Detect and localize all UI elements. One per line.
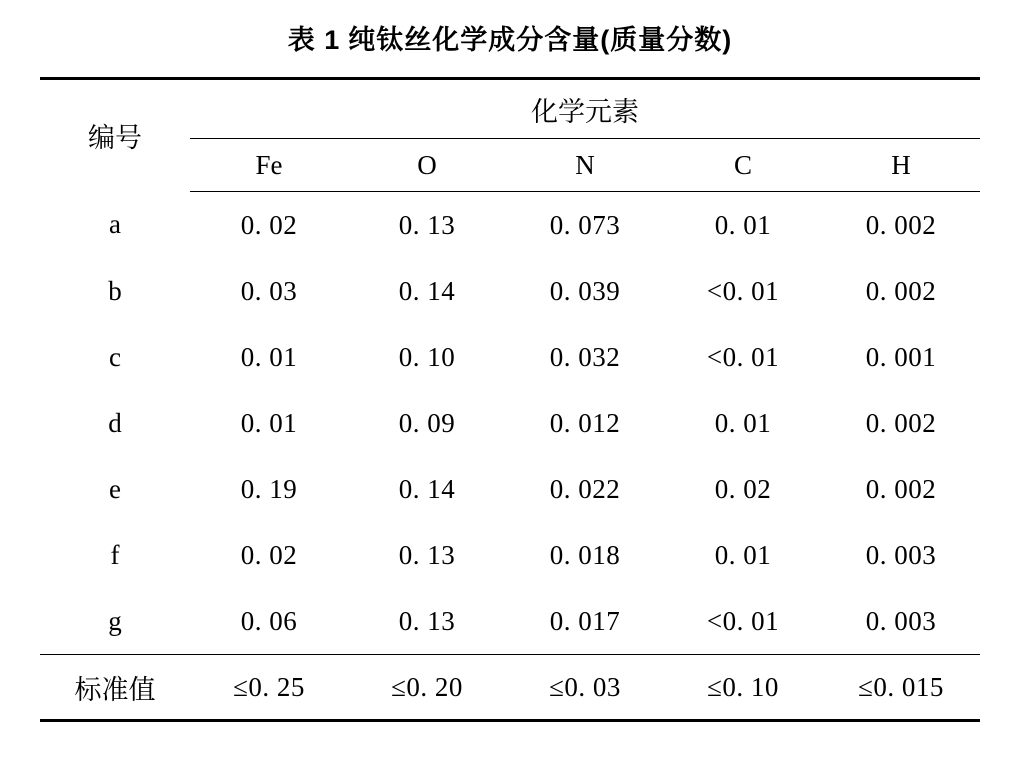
cell-fe: 0. 01 <box>240 407 298 438</box>
row-id: b <box>108 275 122 306</box>
cell-fe: 0. 06 <box>240 605 298 636</box>
cell-o: 0. 13 <box>398 605 456 636</box>
header-id: 编号 <box>40 79 190 192</box>
cell-h: 0. 002 <box>865 473 937 504</box>
cell-n: 0. 032 <box>549 341 621 372</box>
cell-h: 0. 003 <box>865 605 937 636</box>
cell-fe: 0. 19 <box>240 473 298 504</box>
cell-fe: 0. 03 <box>240 275 298 306</box>
cell-fe: 0. 01 <box>240 341 298 372</box>
cell-c: 0. 01 <box>714 407 772 438</box>
table-caption <box>0 18 1020 57</box>
header-element-h: H <box>822 139 980 192</box>
cell-n: 0. 022 <box>549 473 621 504</box>
standard-o: ≤0. 20 <box>348 655 506 721</box>
cell-n: 0. 039 <box>549 275 621 306</box>
header-element-c: C <box>664 139 822 192</box>
caption-text: 纯钛丝化学成分含量(质量分数) <box>348 25 733 55</box>
cell-o: 0. 13 <box>398 539 456 570</box>
row-id: g <box>108 605 122 636</box>
cell-o: 0. 10 <box>398 341 456 372</box>
caption-number: 表 1 <box>287 25 341 55</box>
header-element-n: N <box>506 139 664 192</box>
cell-h: 0. 002 <box>865 275 937 306</box>
table-header-row-group <box>40 79 980 139</box>
table-row <box>40 390 980 456</box>
table-row <box>40 588 980 655</box>
cell-n: 0. 073 <box>549 209 621 240</box>
cell-o: 0. 14 <box>398 473 456 504</box>
standard-label: 标准值 <box>40 655 190 721</box>
header-element-o: O <box>348 139 506 192</box>
standard-h: ≤0. 015 <box>822 655 980 721</box>
cell-o: 0. 09 <box>398 407 456 438</box>
cell-h: 0. 003 <box>865 539 937 570</box>
cell-h: 0. 002 <box>865 407 937 438</box>
cell-o: 0. 14 <box>398 275 456 306</box>
row-id: d <box>108 407 122 438</box>
table-row-standard-value <box>40 655 980 721</box>
header-element-fe: Fe <box>190 139 348 192</box>
cell-n: 0. 017 <box>549 605 621 636</box>
header-group-chemical-elements: 化学元素 <box>190 79 980 139</box>
chemical-composition-table <box>40 77 980 722</box>
cell-c: 0. 01 <box>714 539 772 570</box>
cell-c: <0. 01 <box>706 341 780 372</box>
cell-o: 0. 13 <box>398 209 456 240</box>
row-id: f <box>110 539 120 570</box>
cell-c: <0. 01 <box>706 605 780 636</box>
cell-n: 0. 018 <box>549 539 621 570</box>
cell-fe: 0. 02 <box>240 209 298 240</box>
table-row <box>40 456 980 522</box>
standard-fe: ≤0. 25 <box>190 655 348 721</box>
cell-c: <0. 01 <box>706 275 780 306</box>
row-id: a <box>108 209 121 240</box>
table-row <box>40 324 980 390</box>
document-page <box>0 18 1020 781</box>
cell-c: 0. 02 <box>714 473 772 504</box>
table-row <box>40 258 980 324</box>
cell-n: 0. 012 <box>549 407 621 438</box>
cell-h: 0. 002 <box>865 209 937 240</box>
table-row <box>40 522 980 588</box>
cell-h: 0. 001 <box>865 341 937 372</box>
cell-fe: 0. 02 <box>240 539 298 570</box>
standard-c: ≤0. 10 <box>664 655 822 721</box>
row-id: e <box>108 473 121 504</box>
cell-c: 0. 01 <box>714 209 772 240</box>
standard-n: ≤0. 03 <box>506 655 664 721</box>
table-row <box>40 192 980 259</box>
row-id: c <box>108 341 121 372</box>
